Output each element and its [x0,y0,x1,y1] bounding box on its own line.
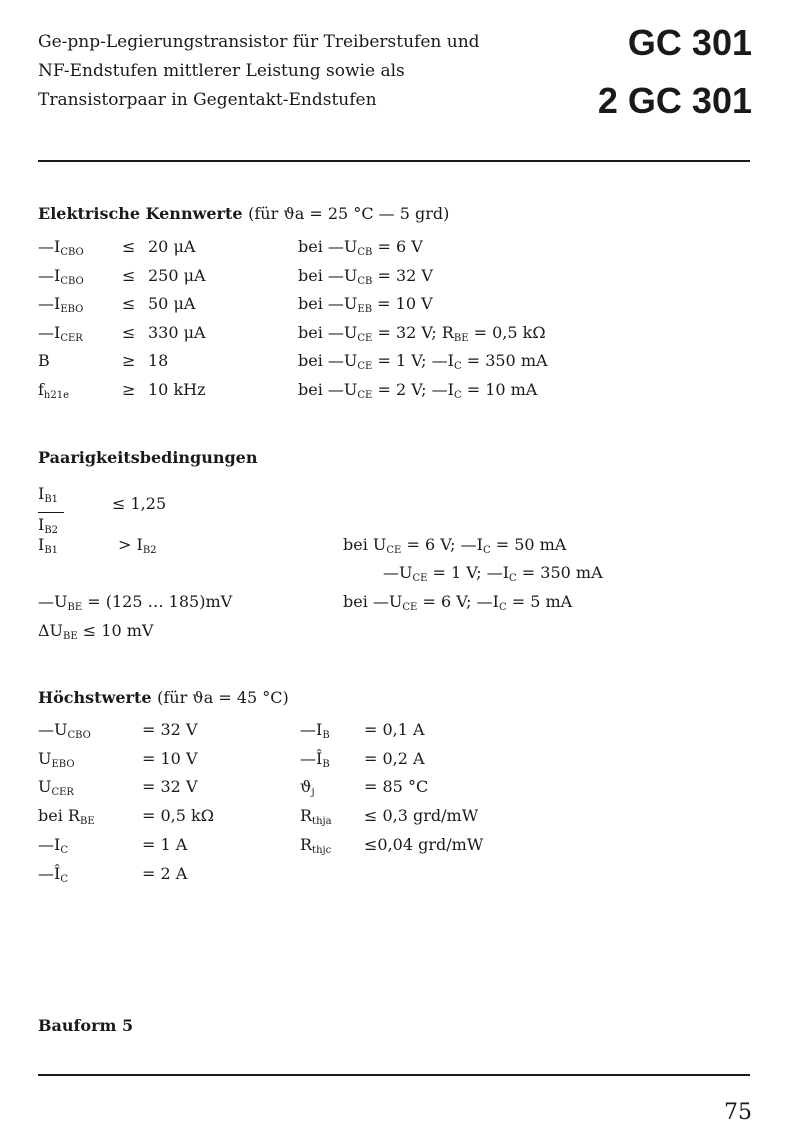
rating-symbol [38,864,68,885]
param-symbol-sub: CBO [60,247,84,258]
intro-line: NF-Endstufen mittlerer Leistung sowie als [38,61,405,81]
top-rule [38,160,750,162]
cond-sub: BE [453,332,469,344]
rating-symbol [38,720,91,741]
param-relation: ≤ [122,322,136,342]
rating-symbol-text: —Î [300,748,323,768]
rating-symbol-text: U [38,777,52,797]
param-condition [298,237,423,258]
param-symbol-text: —I [38,322,61,342]
cond-text: bei —U [298,379,358,399]
page-number: 75 [724,1100,752,1125]
rating-symbol-text: —I [38,834,61,854]
pair-row-4-left: $\Delta U_{BE} \le 10$ mV [38,621,154,642]
param-symbol [38,323,83,344]
rating-symbol [300,720,330,741]
cond-text: bei —U [298,294,358,313]
cond-text: = 10 mA [461,379,538,399]
cond-text: = 32 V; R [372,322,454,342]
rating-symbol-text: R [300,834,313,854]
cond-text: = 10 V [372,294,433,313]
rating-symbol-text: —I [300,720,323,739]
cond-sub: CE [357,389,373,401]
param-symbol [38,380,69,401]
param-value: 50 μA [148,294,196,313]
cond-sub: CE [357,332,373,344]
cond-text: bei —U [298,322,358,342]
param-relation: ≤ [122,265,136,285]
rating-symbol-text: R [300,806,313,826]
pair-row-3-left: $—U_{BE} = (125$ … 185)mV [38,592,233,613]
param-symbol-text: —I [38,294,61,313]
cond-text: bei —U [298,351,358,370]
rating-symbol [300,835,331,856]
pair-row-2-cond: $—U_{CE} = 1$ V; $—I_C = 350$ mA [383,563,603,584]
cond-sub: CB [357,275,373,287]
rating-value: = 1 A [142,834,188,854]
param-value: 10 kHz [148,379,206,399]
pair-row-1-left: $I_{B1}$ [38,535,59,556]
rating-symbol-sub: CER [51,787,74,799]
rating-symbol-sub: thjc [312,844,332,856]
rating-symbol-sub: C [60,873,68,885]
param-symbol [38,294,83,315]
cond-text: = 350 mA [461,351,548,370]
rating-symbol-text: ϑ [300,777,312,797]
intro-line: Transistorpaar in Gegentakt-Endstufen [38,90,377,110]
param-condition [298,323,546,344]
param-condition [298,266,433,287]
bauform-label: Bauform 5 [38,1016,134,1035]
cond-text: = 0,5 kΩ [468,322,546,342]
rating-value: = 0,5 kΩ [142,806,214,826]
rating-symbol-text: —U [38,720,68,739]
param-relation: ≤ [122,294,136,313]
frac-top-sub: B1 [44,494,59,505]
rating-symbol [38,749,75,770]
frac-bot-sub: B2 [44,525,59,536]
cond-text: bei —U [298,237,358,256]
param-value: 18 [148,351,169,370]
rating-symbol-sub: thja [312,816,332,828]
frac-bot: I [38,515,45,534]
intro-line: Ge-pnp-Legierungstransistor für Treiberstufen und [38,32,480,52]
param-value: 20 μA [148,237,196,256]
param-symbol-text: —I [38,237,61,256]
intro-text [38,28,480,115]
cond-text: = 6 V [372,237,423,256]
pair-row-3-cond: bei $—U_{CE} = 6$ V; $—I_C = 5$ mA [343,592,573,613]
param-value: 330 μA [148,322,206,342]
param-symbol [38,351,50,370]
rating-symbol-sub: C [60,844,68,856]
pair-row-1-cond: bei $U_{CE} = 6$ V; $—I_C = 50$ mA [343,535,567,556]
rating-value: ≤ 0,3 grd/mW [364,806,479,826]
param-symbol [38,266,84,287]
param-relation: ≤ [122,237,136,256]
param-symbol [38,237,84,258]
param-symbol-sub: h21e [43,389,70,401]
rating-symbol-sub: B [322,758,330,770]
rating-symbol-sub: EBO [51,758,75,770]
rating-value: = 32 V [142,777,198,797]
param-symbol-text: —I [38,265,61,285]
rating-value: = 85 °C [364,777,429,797]
rating-symbol-sub: B [322,730,330,741]
rating-symbol [38,835,68,856]
rating-symbol-text: bei R [38,806,80,826]
ratio-fraction [38,482,64,543]
cond-text: = 1 V; —I [372,351,454,370]
cond-text: bei —U [298,265,358,285]
param-condition [298,380,537,401]
param-condition [298,351,548,372]
rating-symbol [300,806,332,827]
cond-text: = 2 V; —I [372,379,454,399]
model-title-pair: 2 GC 301 [597,80,752,121]
cond-sub: C [453,389,462,401]
section-title-paarigkeit: Paarigkeitsbedingungen [38,448,258,467]
cond-sub: CB [357,247,373,258]
section-title-condition: (für ϑa = 45 °C) [157,688,289,707]
param-symbol-sub: CER [60,332,83,344]
rating-symbol [38,806,95,827]
rating-symbol-sub: BE [79,816,95,828]
rating-value: = 32 V [142,720,198,739]
rating-symbol-text: —Î [38,863,61,883]
rating-value: ≤0,04 grd/mW [364,834,484,854]
rating-symbol [300,777,315,798]
section-title-bold: Elektrische Kennwerte [38,204,243,223]
pair-row-1-mid: > $I_{B2}$ [118,535,157,556]
section-title-bold: Höchstwerte [38,688,152,707]
frac-top: I [38,484,45,503]
param-condition [298,294,433,315]
rating-value: = 0,1 A [364,720,425,739]
rating-symbol-sub: CBO [67,730,91,741]
rating-value: = 10 V [142,748,198,768]
section-title-kennwerte [38,204,449,223]
param-symbol-sub: CBO [60,275,84,287]
cond-sub: CE [357,361,373,372]
param-symbol-sub: EBO [60,304,84,315]
bottom-rule [38,1074,750,1076]
param-relation: ≥ [122,351,136,370]
rating-value: = 0,2 A [364,748,425,768]
param-value: 250 μA [148,265,206,285]
section-title-hoechstwerte [38,688,289,707]
cond-sub: C [453,361,462,372]
ratio-value: ≤ 1,25 [112,494,167,513]
rating-value: = 2 A [142,863,188,883]
cond-sub: EB [357,304,373,315]
rating-symbol-text: U [38,748,52,768]
cond-text: = 32 V [372,265,433,285]
rating-symbol [38,777,74,798]
rating-symbol [300,749,330,770]
model-title: GC 301 [627,22,752,63]
param-relation: ≥ [122,379,136,399]
param-symbol-text: B [38,351,50,370]
param-symbol-text: f [38,379,44,399]
section-title-condition: (für ϑa = 25 °C — 5 grd) [248,204,450,223]
rating-symbol-sub: j [311,787,315,799]
